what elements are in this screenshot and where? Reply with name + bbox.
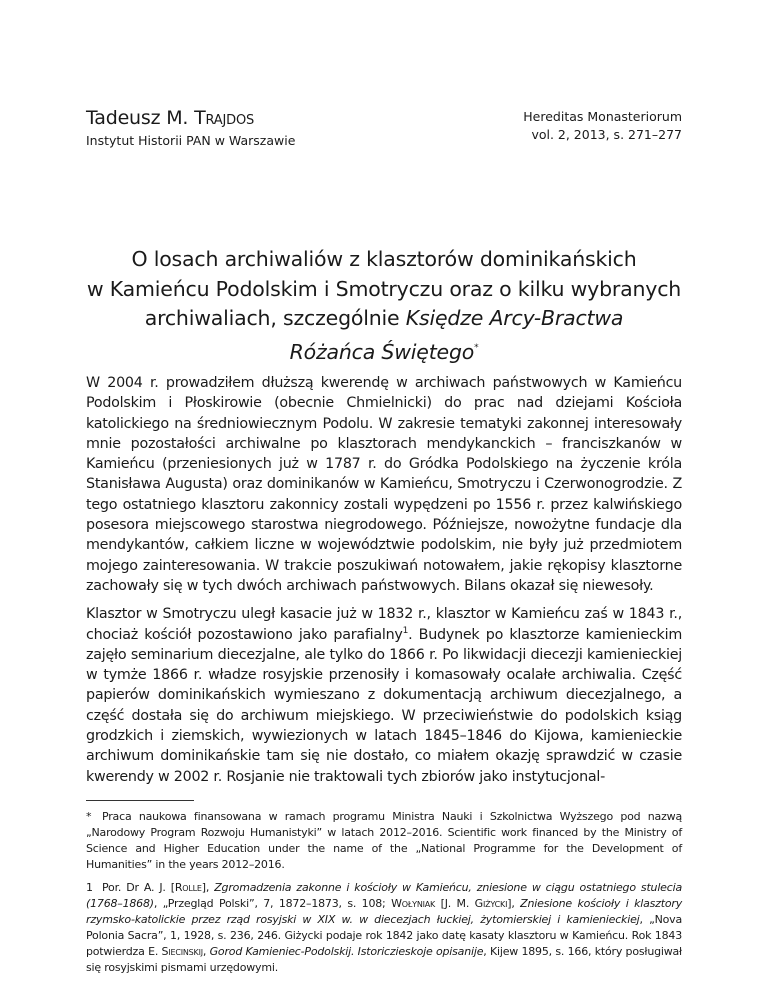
title-footnote-mark[interactable]: *: [474, 342, 479, 353]
article-title: [86, 245, 682, 367]
footnote-1-author-siecinskij: Siecinskij: [161, 945, 203, 958]
title-line-1: O losach archiwaliów z klasztorów dominikańskich: [131, 247, 637, 271]
author-block: [86, 106, 295, 149]
author-last-name: Trajdos: [194, 107, 255, 129]
footnote-divider: [86, 800, 194, 801]
title-line-3-text: archiwaliach, szczególnie: [144, 306, 406, 330]
footnote-1-mark: 1: [86, 881, 93, 894]
author-first-name: Tadeusz M.: [86, 107, 195, 129]
title-line-3: [86, 304, 682, 334]
journal-volume: vol. 2, 2013, s. 271–277: [531, 127, 682, 142]
title-line-4-italic: Różańca Świętego: [289, 339, 475, 364]
author-name: [86, 106, 295, 130]
paragraph-2: [86, 604, 682, 787]
footnote-1-text: [J. M.: [435, 897, 475, 910]
footnote-1-text: ],: [201, 881, 215, 894]
footnote-1-text: Por. Dr A. J. [: [102, 881, 175, 894]
footnote-1-text: , Kijew 1895, s. 166, który posługiwał się rosyjskimi pismami urzędowymi.: [86, 945, 682, 974]
footnote-ref-1[interactable]: 1: [402, 625, 409, 636]
footnote-1-author-wolyniak: Wołyniak: [391, 897, 436, 910]
footnote-1: [86, 880, 682, 976]
footnote-1-title-2: Zniesione kościoły i klasztory rzymsko-katolickie przez rząd rosyjski w XIX w. w diecezjach łuckiej, żytomierskiej i kamienieckiej: [86, 897, 683, 926]
footnote-star-mark: *: [86, 810, 92, 823]
title-line-2: w Kamieńcu Podolskim i Smotryczu oraz o kilku wybranych: [86, 276, 682, 301]
footnote-star: [86, 809, 682, 873]
footnote-1-title-3: Gorod Kamieniec-Podolskij. Istoriczieskoje opisanije: [209, 945, 484, 958]
footnote-1-text: ,: [202, 945, 210, 958]
footnote-1-text: , „Przegląd Polski”, 7, 1872–1873, s. 108;: [153, 897, 392, 910]
author-affiliation: Instytut Historii PAN w Warszawie: [86, 133, 296, 148]
paragraph-2-part-b: . Budynek po klasztorze kamienieckim zajęło seminarium diecezjalne, ale tylko do 1866 r. Po likwidacji diecezji kamienieckiej w tymże 1866 r. władze rosyjskie przenosiły i komasowały ocalałe archiwalia. Część papierów dominikańskich wymieszano z dokumentacją archiwum diecezjalnego, a część dostała się do archiwum miejskiego. W przeciwieństwie do podolskich ksiąg grodzkich i ziemskich, wywiezionych w latach 1845–1846 do Kijowa, kamienieckie archiwum dominikańskie tam się nie dostało, co miałem okazję sprawdzić w czasie kwerendy w 2002 r. Rosjanie nie traktowali tych zbiorów jako instytucjonal-: [86, 626, 682, 785]
footnote-1-title-1: Zgromadzenia zakonne i kościoły w Kamieńcu, zniesione w ciągu ostatniego stulecia (1768–1868): [86, 881, 682, 910]
footnote-1-text: ],: [507, 897, 521, 910]
footnotes: [86, 809, 682, 983]
footnote-1-author-rolle: Rolle: [174, 881, 202, 894]
title-line-3-italic: Księdze Arcy-Bractwa: [405, 306, 624, 330]
paragraph-1: W 2004 r. prowadziłem dłuższą kwerendę w archiwach państwowych w Kamieńcu Podolskim i Płoskirowie (obecnie Chmielnicki) do prac nad dziejami Kościoła katolickiego na średniowiecznym Podolu. W zakresie tematyki zakonnej interesowały mnie pozostałości archiwalne po klasztorach mendykanckich – franciszkanów w Kamieńcu (przeniesionych już w 1787 r. do Gródka Podolskiego na życzenie króla Stanisława Augusta) oraz dominikanów w Kamieńcu, Smotryczu i Czerwonogrodzie. Z tego ostatniego klasztoru zakonnicy zostali wypędzeni po 1556 r. przez kalwińskiego posesora miejscowego starostwa niegrodowego. Późniejsze, nowożytne fundacje dla mendykantów, całkiem liczne w województwie podolskim, nie były już przedmiotem mojego zainteresowania. W trakcie poszukiwań notowałem, jakie rękopisy klasztorne zachowały się w tych dwóch archiwach państwowych. Bilans okazał się niewesoły.: [86, 375, 682, 594]
journal-name: Hereditas Monasteriorum: [523, 109, 682, 124]
footnote-1-text: , „Nova Polonia Sacra”, 1, 1928, s. 236, 246. Giżycki podaje rok 1842 jako datę kasaty klasztoru w Kamieńcu. Rok 1843 potwierdza E.: [86, 913, 682, 958]
footnote-star-text: Praca naukowa finansowana w ramach programu Ministra Nauki i Szkolnictwa Wyższego pod nazwą „Narodowy Program Rozwoju Humanistyki” w latach 2012–2016. Scientific work financed by the Ministry of Science and Higher Education under the name of the „National Programme for the Development of Humanities” in the years 2012–2016.: [86, 810, 682, 871]
paragraph-2-part-a: Klasztor w Smotryczu uległ kasacie już w 1832 r., klasztor w Kamieńcu zaś w 1843 r., chociaż kościół pozostawiono jako parafialny: [86, 606, 682, 643]
footnote-1-author-gizycki: Giżycki: [474, 897, 508, 910]
title-line-4: [86, 334, 682, 368]
journal-info: [523, 108, 682, 144]
article-body: [86, 373, 682, 795]
